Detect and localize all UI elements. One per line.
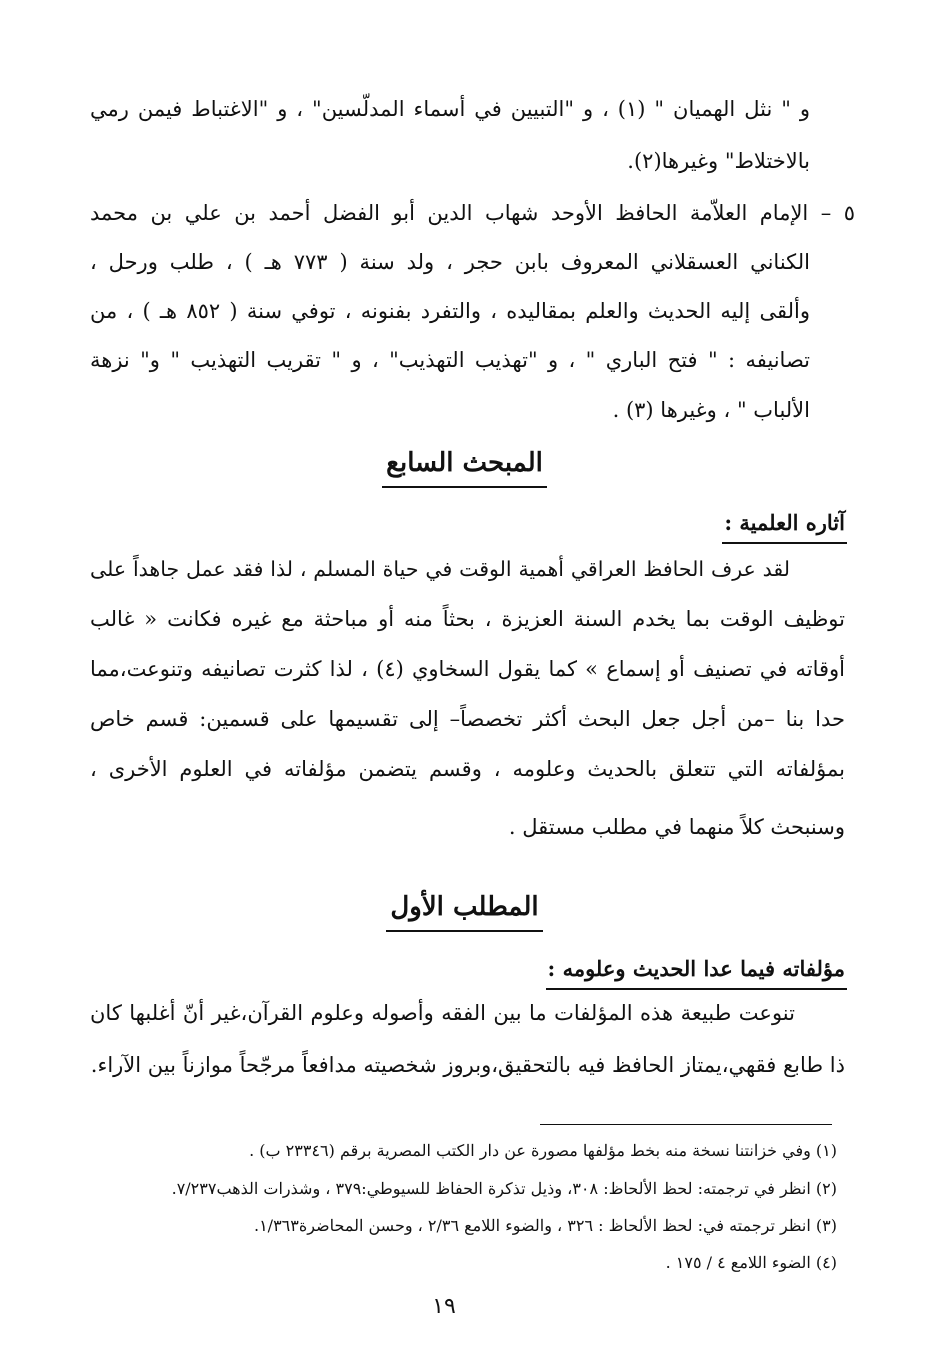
body-line: وألقى إليه الحديث والعلم بمقاليده ، والتفرد بفنونه ، توفي سنة ( ٨٥٢ هـ ) ، من: [90, 299, 810, 323]
page-number: ١٩: [432, 1294, 456, 1319]
body-line: وسنبحث كلاً منهما في مطلب مستقل .: [508, 815, 845, 839]
section-heading-text: المبحث السابع: [382, 446, 547, 488]
body-line: الألباب " ، وغيرها (٣) .: [612, 398, 810, 422]
footnote: (٢) انظر في ترجمته: لحظ الألحاظ: ٣٠٨، وذيل تذكرة الحفاظ للسيوطي:٣٧٩ ، وشذرات الذهب٧/٢٣٧.: [171, 1179, 837, 1198]
subheading-text: آثاره العلمية :: [722, 508, 847, 544]
subheading-text: مؤلفاته فيما عدا الحديث وعلومه :: [546, 954, 848, 990]
body-line: تنوعت طبيعة هذه المؤلفات ما بين الفقه وأصوله وعلوم القرآن،غير أنّ أغلبها كان: [90, 1001, 795, 1025]
body-line: لقد عرف الحافظ العراقي أهمية الوقت في حياة المسلم ، لذا فقد عمل جاهداً على: [90, 557, 790, 581]
footnote-separator: [540, 1124, 832, 1125]
footnote: (٤) الضوء اللامع ٤ / ١٧٥ .: [665, 1253, 837, 1272]
body-line: ٥ – الإمام العلاّمة الحافظ الأوحد شهاب الدين أبو الفضل أحمد بن علي بن محمد: [90, 201, 855, 225]
body-line: بمؤلفاته التي تتعلق بالحديث وعلومه ، وقسم يتضمن مؤلفاته في العلوم الأخرى ،: [90, 757, 845, 781]
subheading: [546, 954, 848, 990]
section-heading-text: المطلب الأول: [386, 890, 542, 932]
body-line: حدا بنا –من أجل جعل البحث أكثر تخصصاً– إلى تقسيمها على قسمين: قسم خاص: [90, 707, 845, 731]
body-line: و " نثل الهميان " (١) ، و "التبيين في أسماء المدلّسين" ، و "الاغتباط فيمن رمي: [90, 97, 811, 121]
body-line: أوقاته في تصنيف أو إسماع » كما يقول السخاوي (٤) ، لذا كثرت تصانيفه وتنوعت،مما: [90, 657, 846, 681]
body-line: بالاختلاط" وغيرها(٢).: [627, 149, 810, 173]
body-line: ذا طابع فقهي،يمتاز الحافظ فيه بالتحقيق،وبروز شخصيته مدافعاً مرجّحاً موازناً بين الآراء.: [90, 1053, 845, 1077]
footnote: (١) وفي خزانتنا نسخة منه بخط مؤلفها مصورة عن دار الكتب المصرية برقم (٢٣٣٤٦ ب) .: [249, 1141, 837, 1160]
section-heading: [0, 890, 929, 932]
section-heading: [0, 446, 929, 488]
body-line: الكناني العسقلاني المعروف بابن حجر ، ولد سنة ( ٧٧٣ هـ ) ، طلب ورحل ،: [90, 250, 811, 274]
subheading: [722, 508, 847, 544]
body-line: توظيف الوقت بما يخدم السنة العزيزة ، بحثاً منه أو مباحثة مع غيره فكانت « غالب: [90, 607, 845, 631]
body-line: تصانيفه : " فتح الباري " ، و "تهذيب التهذيب" ، و " تقريب التهذيب " و" نزهة: [90, 348, 810, 372]
footnote: (٣) انظر ترجمته في: لحظ الألحاظ : ٣٢٦ ، والضوء اللامع ٢/٣٦ ، وحسن المحاضرة١/٣٦٣.: [253, 1216, 837, 1235]
